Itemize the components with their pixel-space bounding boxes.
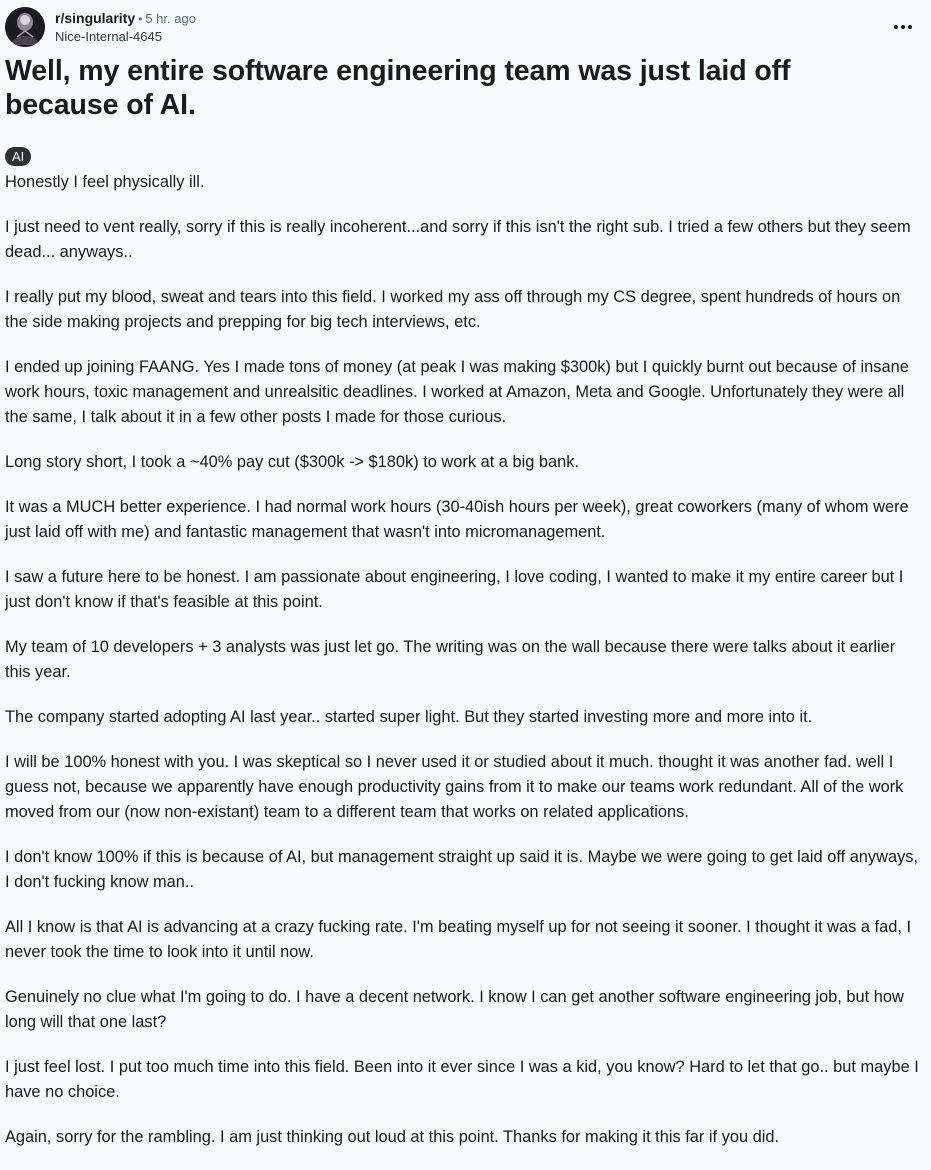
body-paragraph: Genuinely no clue what I'm going to do. I have a decent network. I know I can get another software engineering job, but how long will that one last? (5, 988, 904, 1031)
post-timestamp: 5 hr. ago (145, 11, 196, 26)
body-paragraph: I saw a future here to be honest. I am passionate about engineering, I love coding, I wanted to make it my entire career but I just don't know if that's feasible at this point. (5, 568, 904, 611)
menu-dot (901, 25, 905, 29)
body-paragraph: Long story short, I took a ~40% pay cut ($300k -> $180k) to work at a big bank. (5, 453, 580, 471)
body-paragraph: I don't know 100% if this is because of AI, but management straight up said it is. Maybe we were going to get laid off anyways, I don't fucking know man.. (5, 848, 919, 891)
meta-separator: • (138, 12, 143, 26)
body-paragraph: I ended up joining FAANG. Yes I made tons of money (at peak I was making $300k) but I quickly burnt out because of insane work hours, toxic management and unrealsitic deadlines. I worked at Amazon, Meta and Google. Unfortunately they were all the same, I talk about it in a few other posts I made for those curious. (5, 358, 909, 426)
body-paragraph: I just feel lost. I put too much time into this field. Been into it ever since I was a kid, you know? Hard to let that go.. but maybe I have no choice. (5, 1058, 919, 1101)
body-paragraph: My team of 10 developers + 3 analysts was just let go. The writing was on the wall because there were talks about it earlier this year. (5, 638, 896, 681)
body-paragraph: It was a MUCH better experience. I had normal work hours (30-40ish hours per week), great coworkers (many of whom were just laid off with me) and fantastic management that wasn't into micromanagement. (5, 498, 909, 541)
post-title: Well, my entire software engineering team was just laid off because of AI. (5, 55, 791, 121)
menu-dot (908, 25, 912, 29)
post-meta (55, 9, 196, 46)
subreddit-link[interactable]: r/singularity (55, 10, 136, 26)
body-paragraph: All I know is that AI is advancing at a crazy fucking rate. I'm beating myself up for not seeing it sooner. I thought it was a fad, I never took the time to look into it until now. (5, 918, 911, 961)
body-paragraph: I will be 100% honest with you. I was skeptical so I never used it or studied about it much. thought it was another fad. well I guess not, because we apparently have enough productivity gains from it to make our teams work redundant. All of the work moved from our (now non-existant) team to a different team that works on related applications. (5, 753, 904, 821)
post-flair[interactable]: AI (5, 147, 31, 166)
body-paragraph: The company started adopting AI last year.. started super light. But they started investing more and more into it. (5, 708, 813, 726)
body-paragraph: I really put my blood, sweat and tears into this field. I worked my ass off through my CS degree, spent hundreds of hours on the side making projects and prepping for big tech interviews, etc. (5, 288, 901, 331)
menu-dot (894, 25, 898, 29)
subreddit-avatar[interactable] (5, 7, 45, 47)
more-horizontal-icon[interactable] (891, 15, 915, 39)
body-paragraph: I just need to vent really, sorry if this is really incoherent...and sorry if this isn't the right sub. I tried a few others but they seem dead... anyways.. (5, 218, 911, 261)
author-username[interactable]: Nice-Internal-4645 (55, 29, 162, 44)
body-paragraph: Honestly I feel physically ill. (5, 173, 205, 191)
avatar-image (5, 7, 45, 47)
post-header (5, 5, 923, 47)
body-paragraph: Again, sorry for the rambling. I am just thinking out loud at this point. Thanks for making it this far if you did. (5, 1128, 780, 1146)
post-body (5, 170, 925, 1170)
